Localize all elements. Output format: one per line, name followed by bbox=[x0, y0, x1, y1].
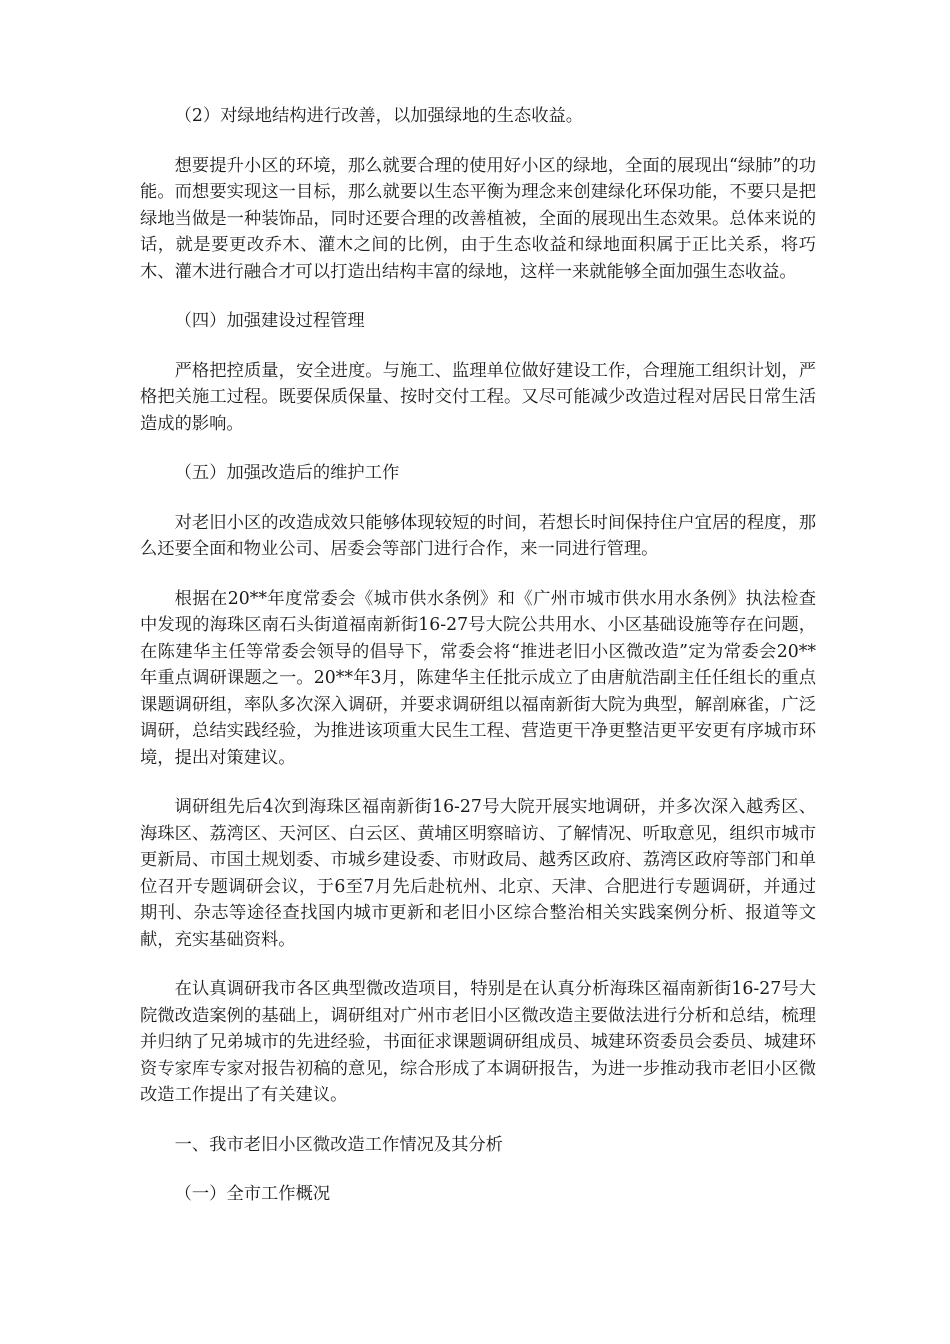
section-4-heading: （四）加强建设过程管理 bbox=[174, 311, 365, 331]
paragraph-maintenance: 对老旧小区的改造成效只能够体现较短的时间，若想长时间保持住户宜居的程度，那么还要全面和物业公司、居委会等部门进行合作，来一同进行管理。 bbox=[140, 512, 816, 559]
paragraph-greenland: 想要提升小区的环境，那么就要合理的使用好小区的绿地，全面的展现出“绿肺”的功能。而想要实现这一目标，那么就要以生态平衡为理念来创建绿化环保功能，不要只是把绿地当做是一种装饰品，同时还要合理的改善植被，全面的展现出生态效果。总体来说的话，就是要更改乔木、灌木之间的比例，由于生态收益和绿地面积属于正比关系，将巧木、灌木进行融合才可以打造出结构丰富的绿地，这样一来就能够全面加强生态收益。 bbox=[140, 155, 816, 282]
paragraph-background: 根据在20**年度常委会《城市供水条例》和《广州市城市供水用水条例》执法检查中发现的海珠区南石头街道福南新街16-27号大院公共用水、小区基础设施等存在问题，在陈建华主任等常委会领导的倡导下，常委会将“推进老旧小区微改造”定为常委会20**年重点调研课题之一。20**年3月，陈建华主任批示成立了由唐航浩副主任任组长的重点课题调研组，率队多次深入调研，并要求调研组以福南新街大院为典型，解剖麻雀，广泛调研，总结实践经验，为推进该项重大民生工程、营造更干净更整洁更平安更有序城市环境，提出对策建议。 bbox=[140, 588, 816, 768]
section-5-heading: （五）加强改造后的维护工作 bbox=[174, 463, 400, 483]
chapter-1-heading: 一、我市老旧小区微改造工作情况及其分析 bbox=[174, 1134, 503, 1155]
paragraph-construction: 严格把控质量，安全进度。与施工、监理单位做好建设工作，合理施工组织计划，严格把关施工过程。既要保质保量、按时交付工程。又尽可能减少改造过程对居民日常生活造成的影响。 bbox=[140, 360, 816, 434]
document-body bbox=[140, 103, 816, 1231]
paragraph-summary: 在认真调研我市各区典型微改造项目，特别是在认真分析海珠区福南新街16-27号大院微改造案例的基础上，调研组对广州市老旧小区微改造主要做法进行分析和总结，梳理并归纳了兄弟城市的先进经验，书面征求课题调研组成员、城建环资委员会委员、城建环资专家库专家对报告初稿的意见，综合形成了本调研报告，为进一步推动我市老旧小区微改造工作提出了有关建议。 bbox=[140, 979, 816, 1105]
paragraph-research: 调研组先后4次到海珠区福南新街16-27号大院开展实地调研，并多次深入越秀区、海珠区、荔湾区、天河区、白云区、黄埔区明察暗访、了解情况、听取意见，组织市城市更新局、市国土规划委、市城乡建设委、市财政局、越秀区政府、荔湾区政府等部门和单位召开专题调研会议，于6至7月先后赴杭州、北京、天津、合肥进行专题调研，并通过期刊、杂志等途径查找国内城市更新和老旧小区综合整治相关实践案例分析、报道等文献，充实基础资料。 bbox=[140, 797, 816, 950]
item-2-heading: （2）对绿地结构进行改善，以加强绿地的生态收益。 bbox=[174, 106, 584, 126]
subsection-1-heading: （一）全市工作概况 bbox=[174, 1184, 331, 1204]
